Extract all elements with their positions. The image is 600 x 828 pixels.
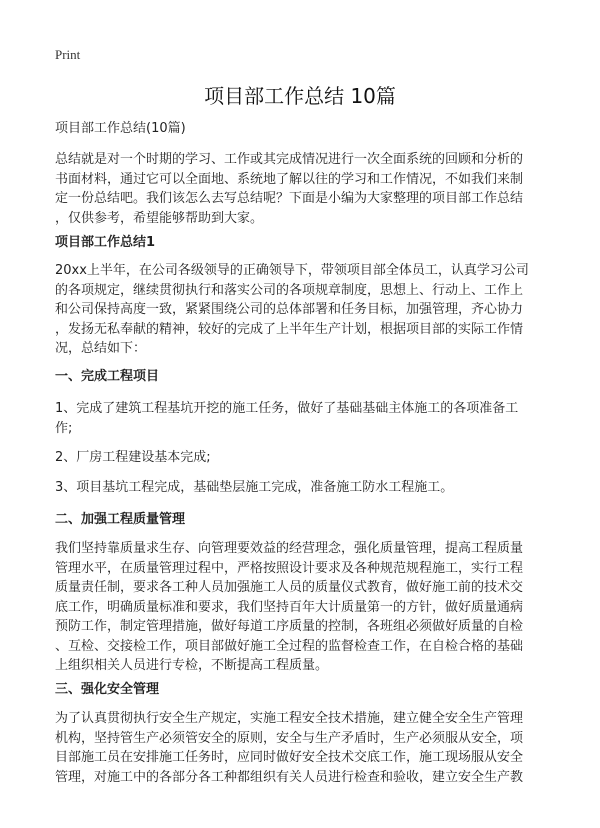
text-line: 20xx上半年，在公司各级领导的正确领导下，带领项目部全体员工，认真学习公司	[55, 263, 529, 278]
subtitle: 项目部工作总结(10篇)	[55, 121, 186, 136]
text-line: 机构，坚持管生产必须管安全的原则，安全与生产矛盾时，生产必须服从安全，项	[55, 730, 524, 746]
intro-paragraph	[55, 150, 523, 228]
text-line: 管理，对施工中的各部分各工种都组织有关人员进行检查和验收，建立安全生产教	[55, 769, 524, 785]
text-line: 上组织相关人员进行专检，不断提高工程质量。	[55, 658, 329, 673]
text-line: ，发扬无私奉献的精神，较好的完成了上半年生产计划，根据项目部的实际工作情	[55, 321, 524, 337]
section1-paragraph	[55, 261, 529, 359]
text-line: 的各项规定，继续贯彻执行和落实公司的各项规章制度，思想上、行动上、工作上	[55, 282, 524, 298]
heading-one: 一、完成工程项目	[55, 369, 160, 384]
text-line: 总结就是对一个时期的学习、工作或其完成情况进行一次全面系统的回顾和分析的	[55, 152, 524, 167]
safety-paragraph	[55, 709, 523, 787]
list-item	[55, 399, 518, 438]
text-line: 、互检、交接检工作，项目部做好施工全过程的监督检查工作，在自检合格的基础	[55, 638, 524, 654]
list-item: 3、项目基坑工程完成，基础垫层施工完成，准备施工防水工程施工。	[55, 480, 454, 495]
text-line: 作;	[55, 420, 73, 436]
text-line: 底工作，明确质量标准和要求，我们坚持百年大计质量第一的方针，做好质量通病	[55, 599, 524, 615]
heading-two: 二、加强工程质量管理	[55, 512, 186, 527]
text-line: 预防工作，制定管理措施，做好每道工序质量的控制，各班组必须做好质量的自检	[55, 619, 524, 634]
text-line: 目部施工员在安排施工任务时，应同时做好安全技术交底工作，施工现场服从安全	[55, 750, 524, 765]
quality-paragraph	[55, 539, 523, 676]
text-line: 况，总结如下：	[55, 341, 147, 356]
text-line: 管理水平，在质量管理过程中，严格按照设计要求及各种规范规程施工，实行工程	[55, 560, 524, 576]
text-line: 和公司保持高度一致，紧紧围绕公司的总体部署和任务目标，加强管理，齐心协力	[55, 302, 524, 317]
list-item: 2、厂房工程建设基本完成;	[55, 450, 211, 465]
print-link[interactable]: Print	[55, 47, 81, 62]
heading-three: 三、强化安全管理	[55, 682, 160, 697]
text-line: 我们坚持靠质量求生存、向管理要效益的经营理念，强化质量管理，提高工程质量	[55, 541, 524, 556]
text-line: 1、完成了建筑工程基坑开挖的施工任务，做好了基础基础主体施工的各项准备工	[55, 401, 519, 416]
text-line: 为了认真贯彻执行安全生产规定，实施工程安全技术措施，建立健全安全生产管理	[55, 711, 524, 726]
text-line: 书面材料，通过它可以全面地、系统地了解以往的学习和工作情况，不如我们来制	[55, 171, 524, 187]
page-title: 项目部工作总结 10篇	[204, 84, 396, 108]
section-heading: 项目部工作总结1	[55, 235, 156, 250]
text-line: 质量责任制，要求各工种人员加强施工人员的质量仪式教育，做好施工前的技术交	[55, 580, 524, 595]
text-line: 定一份总结吧。我们该怎么去写总结呢？下面是小编为大家整理的项目部工作总结	[55, 191, 524, 206]
text-line: ，仅供参考，希望能够帮助到大家。	[55, 210, 264, 226]
